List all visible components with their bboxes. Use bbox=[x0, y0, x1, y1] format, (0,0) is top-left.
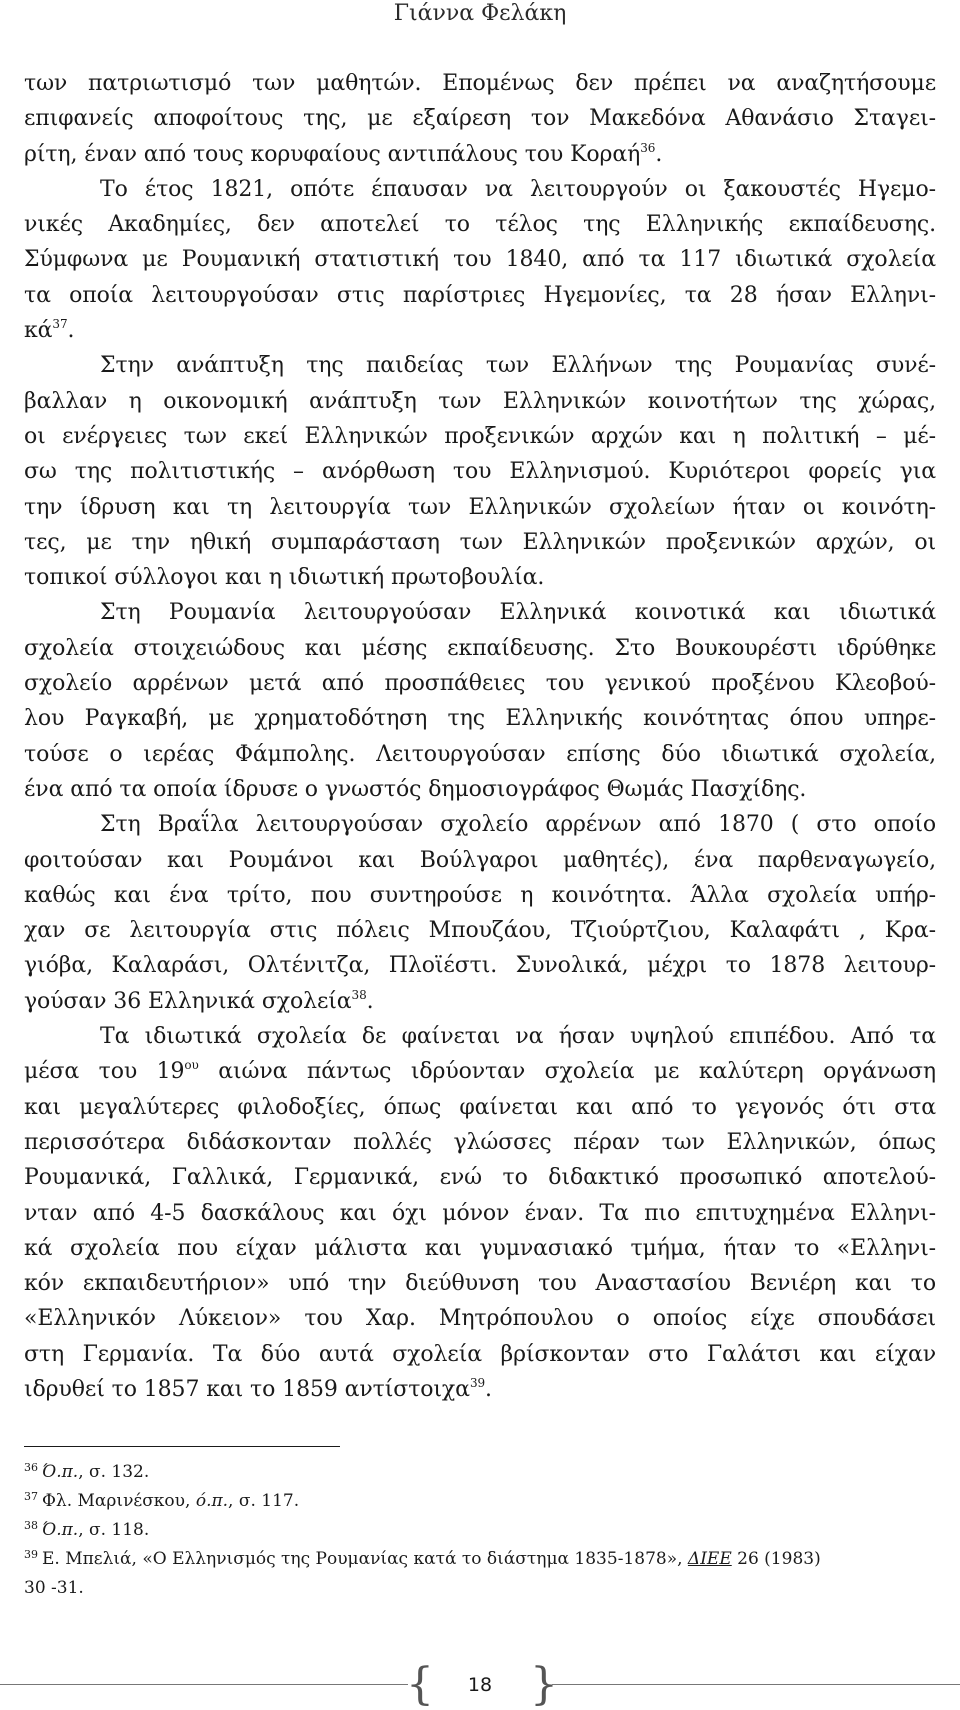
body-line: Σύμφωνα με Ρουμανική στατιστική του 1840, από τα 117 ιδιωτικά σχολεία bbox=[24, 247, 936, 273]
footnote-36: $^{36}$ Ό.π., σ. 132. bbox=[24, 1461, 150, 1482]
body-line: σχολείο αρρένων μετά από προσπάθειες του γενικού προξένου Κλεοβού- bbox=[24, 671, 936, 697]
body-line: γιόβα, Καλαράσι, Ολτένιτζα, Πλοϊέστι. Συνολικά, μέχρι το 1878 λειτουρ- bbox=[24, 953, 936, 979]
footnote-ref: 38 bbox=[351, 987, 367, 1002]
body-line: τα οποία λειτουργούσαν στις παρίστριες Ηγεμονίες, τα 28 ήσαν Ελληνι- bbox=[24, 282, 936, 308]
body-line: ιδρυθεί το 1857 και το 1859 αντίστοιχα$^{39}$. bbox=[24, 1375, 492, 1402]
right-brace-icon: } bbox=[530, 1659, 558, 1710]
body-line: χαν σε λειτουργία στις πόλεις Μπουζάου, Τζιούρτζιου, Καλαφάτι , Κρα- bbox=[24, 918, 936, 944]
footnote-37: $^{37}$ Φλ. Μαρινέσκου, ό.π., σ. 117. bbox=[24, 1490, 300, 1511]
body-text bbox=[24, 66, 936, 1407]
body-line: «Ελληνικόν Λύκειον» του Χαρ. Μητρόπουλου ο οποίος είχε σπουδάσει bbox=[24, 1306, 936, 1332]
body-line: λου Ραγκαβή, με χρηματοδότηση της Ελληνικής κοινότητας όπου υπηρε- bbox=[24, 706, 936, 732]
page-number-footer bbox=[0, 1659, 960, 1710]
footnote-39: $^{39}$ Ε. Μπελιά, «Ο Ελληνισμός της Ρουμανίας κατά το διάστημα 1835-1878», ΔΙΕΕ 26 (1983) bbox=[24, 1548, 821, 1569]
footnotes bbox=[24, 1458, 936, 1603]
body-line: των πατριωτισμό των μαθητών. Επομένως δεν πρέπει να αναζητήσουμε bbox=[24, 71, 936, 96]
footnote-ref: ου bbox=[184, 1058, 199, 1073]
body-line: Στην ανάπτυξη της παιδείας των Ελλήνων της Ρουμανίας συνέ- bbox=[100, 353, 936, 379]
body-line: τούσε ο ιερέας Φάμπολης. Λειτουργούσαν επίσης δύο ιδιωτικά σχολεία, bbox=[24, 741, 936, 767]
body-line: τοπικοί σύλλογοι και η ιδιωτική πρωτοβουλία. bbox=[24, 565, 545, 591]
body-line: επιφανείς αποφοίτους της, με εξαίρεση τον Μακεδόνα Αθανάσιο Σταγει- bbox=[24, 106, 936, 132]
body-line: Στη Ρουμανία λειτουργούσαν Ελληνικά κοινοτικά και ιδιωτικά bbox=[100, 600, 936, 626]
footnote-separator bbox=[24, 1446, 340, 1447]
body-line: κά σχολεία που είχαν μάλιστα και γυμνασιακό τμήμα, ήταν το «Ελληνι- bbox=[24, 1235, 936, 1261]
body-line: τες, με την ηθική συμπαράσταση των Ελληνικών προξενικών αρχών, οι bbox=[24, 529, 936, 555]
body-line: νταν από 4-5 δασκάλους και όχι μόνον έναν. Τα πιο επιτυχημένα Ελληνι- bbox=[24, 1200, 936, 1226]
body-line: σω της πολιτιστικής – ανόρθωση του Ελληνισμού. Κυριότεροι φορείς για bbox=[24, 459, 936, 485]
body-line: Τα ιδιωτικά σχολεία δε φαίνεται να ήσαν υψηλού επιπέδου. Από τα bbox=[100, 1024, 936, 1050]
left-brace-icon: { bbox=[406, 1659, 434, 1710]
body-line: μέσα του $19^{o\upsilon}$ αιώνα πάντως ιδρύονταν σχολεία με καλύτερη οργάνωση bbox=[24, 1058, 936, 1085]
body-line: Στη Βραΐλα λειτουργούσαν σχολείο αρρένων από 1870 ( στο οποίο bbox=[100, 812, 936, 838]
body-line: φοιτούσαν και Ρουμάνοι και Βούλγαροι μαθητές), ένα παρθεναγωγείο, bbox=[24, 847, 936, 873]
body-line: βαλλαν η οικονομική ανάπτυξη των Ελληνικών κοινοτήτων της χώρας, bbox=[24, 388, 936, 414]
running-head: Γιάννα Φελάκη bbox=[393, 1, 567, 26]
page-number: 18 bbox=[467, 1674, 493, 1696]
footnote-ref: 37 bbox=[52, 317, 68, 332]
body-line: νικές Ακαδημίες, δεν αποτελεί το τέλος της Ελληνικής εκπαίδευσης. bbox=[24, 212, 936, 238]
footnote-ref: 36 bbox=[640, 140, 656, 155]
footer-rule-right bbox=[552, 1684, 960, 1685]
body-line: Ρουμανικά, Γαλλικά, Γερμανικά, ενώ το διδακτικό προσωπικό αποτελού- bbox=[24, 1165, 936, 1191]
body-line: καθώς και ένα τρίτο, που συντηρούσε η κοινότητα. Άλλα σχολεία υπήρ- bbox=[24, 882, 936, 908]
body-line: στη Γερμανία. Τα δύο αυτά σχολεία βρίσκονταν στο Γαλάτσι και είχαν bbox=[24, 1341, 936, 1367]
body-line: περισσότερα διδάσκονταν πολλές γλώσσες πέραν των Ελληνικών, όπως bbox=[24, 1129, 936, 1155]
body-line: ένα από τα οποία ίδρυσε ο γνωστός δημοσιογράφος Θωμάς Πασχίδης. bbox=[24, 776, 807, 802]
body-line: την ίδρυση και τη λειτουργία των Ελληνικών σχολείων ήταν οι κοινότη- bbox=[24, 494, 936, 520]
footnote-39-continued: 30 -31. bbox=[24, 1578, 84, 1598]
footnote-38: $^{38}$ Ό.π., σ. 118. bbox=[24, 1519, 150, 1540]
body-line: σχολεία στοιχειώδους και μέσης εκπαίδευσης. Στο Βουκουρέστι ιδρύθηκε bbox=[24, 635, 936, 661]
body-line: κόν εκπαιδευτήριον» υπό την διεύθυνση του Αναστασίου Βενιέρη και το bbox=[24, 1271, 936, 1297]
body-line: ρίτη, έναν από τους κορυφαίους αντιπάλους του Κοραή$^{36}$. bbox=[24, 140, 663, 167]
body-line: οι ενέργειες των εκεί Ελληνικών προξενικών αρχών και η πολιτική – μέ- bbox=[24, 423, 936, 449]
body-line: Το έτος 1821, οπότε έπαυσαν να λειτουργούν οι ξακουστές Ηγεμο- bbox=[100, 176, 936, 202]
body-line: γούσαν 36 Ελληνικά σχολεία$^{38}$. bbox=[24, 987, 374, 1014]
footnote-ref: 39 bbox=[469, 1375, 486, 1390]
body-line: $\kappa ά^{37}$. bbox=[24, 317, 75, 344]
body-line: και μεγαλύτερες φιλοδοξίες, όπως φαίνεται και από το γεγονός ότι στα bbox=[24, 1094, 936, 1120]
